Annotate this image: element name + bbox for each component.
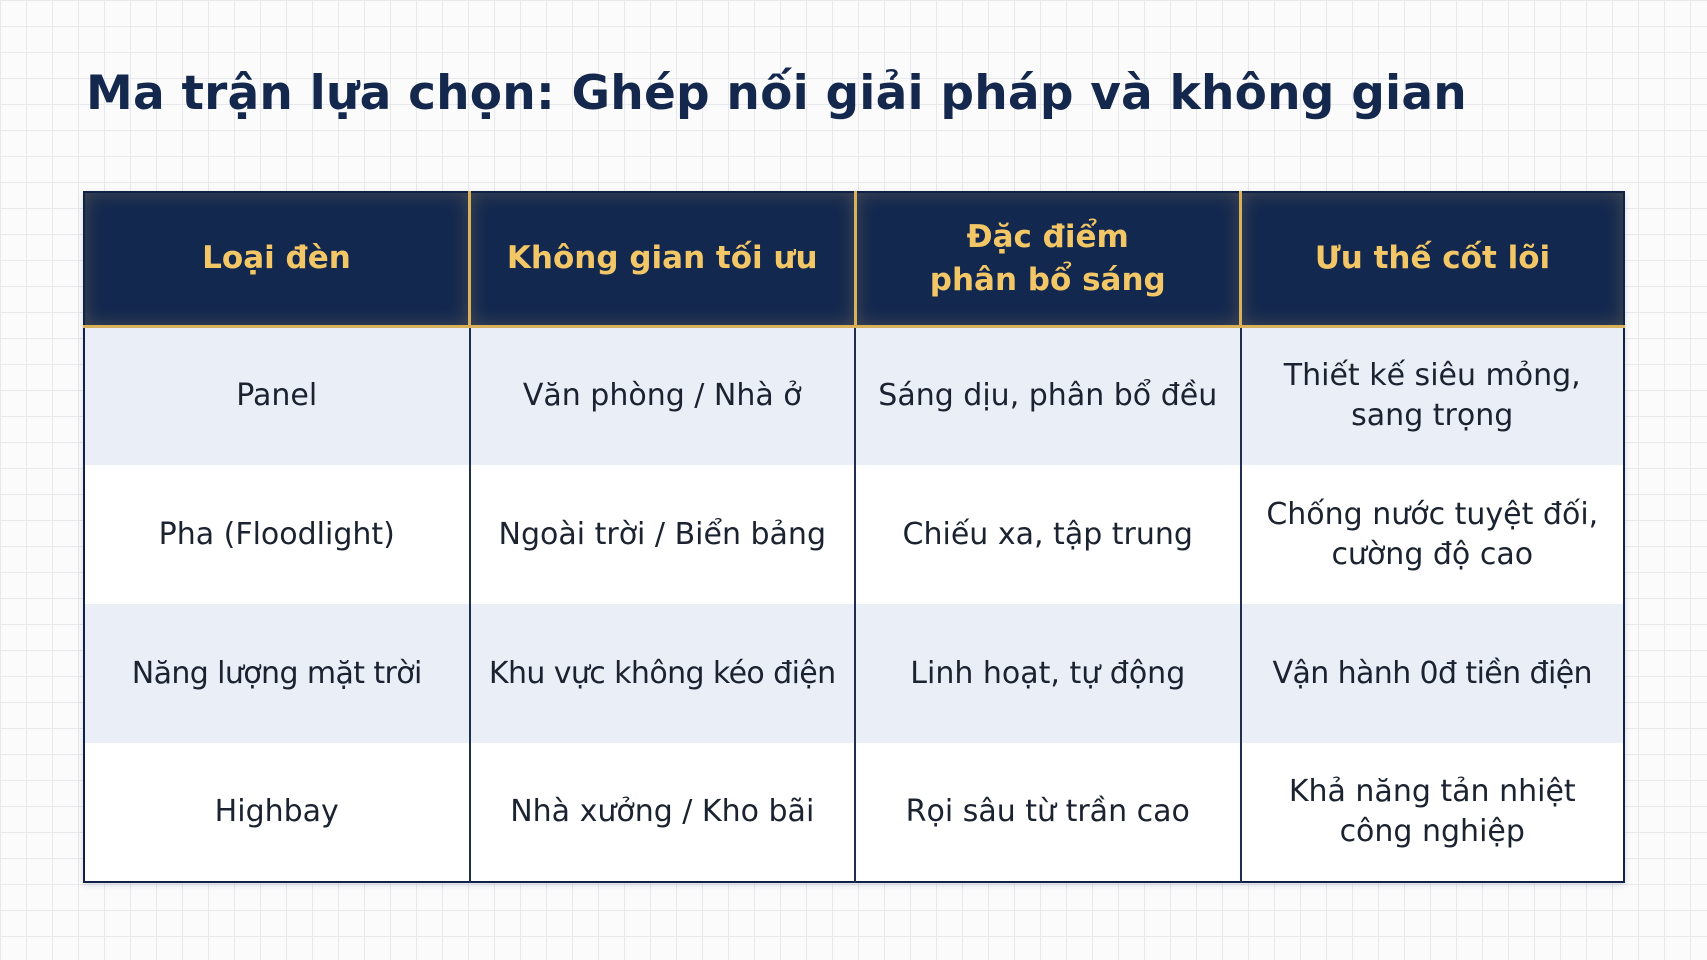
- table-cell: [470, 604, 856, 743]
- table-cell: [470, 465, 856, 604]
- table-cell: [470, 743, 856, 882]
- table-cell: [855, 743, 1241, 882]
- table-cell: [84, 465, 470, 604]
- cell-text: Chiếu xa, tập trung: [902, 516, 1193, 552]
- header-core-advantage: [1241, 192, 1625, 326]
- cell-text: Thiết kế siêu mỏng, sang trọng: [1283, 358, 1581, 434]
- table-cell: [84, 604, 470, 743]
- header-light-distribution-label: Đặc điểm phân bổ sáng: [929, 218, 1166, 298]
- table-row: [84, 743, 1624, 882]
- table-cell: [1241, 326, 1625, 465]
- cell-text: Ngoài trời / Biển bảng: [498, 516, 826, 552]
- table-header-row: [84, 192, 1624, 326]
- header-core-advantage-label: Ưu thế cốt lõi: [1314, 240, 1551, 277]
- header-light-distribution: [855, 192, 1241, 326]
- table-cell: [855, 604, 1241, 743]
- cell-text: Khả năng tản nhiệt công nghiệp: [1288, 774, 1576, 849]
- cell-text: Sáng dịu, phân bổ đều: [878, 378, 1218, 414]
- table-cell: [84, 326, 470, 465]
- header-light-type-label: Loại đèn: [202, 240, 351, 277]
- cell-text: Panel: [236, 378, 318, 414]
- selection-matrix-table: [83, 191, 1625, 883]
- cell-text: Chống nước tuyệt đối, cường độ cao: [1266, 496, 1599, 572]
- table-row: [84, 604, 1624, 743]
- table-cell: [855, 326, 1241, 465]
- table-cell: [1241, 465, 1625, 604]
- table-cell: [1241, 604, 1625, 743]
- table-cell: [855, 465, 1241, 604]
- cell-text: Năng lượng mặt trời: [131, 655, 422, 691]
- table-row: [84, 465, 1624, 604]
- table-row: [84, 326, 1624, 465]
- cell-text: Highbay: [214, 794, 339, 829]
- cell-text: Khu vực không kéo điện: [488, 655, 836, 691]
- header-light-type: [84, 192, 470, 326]
- cell-text: Văn phòng / Nhà ở: [522, 378, 802, 414]
- cell-text: Nhà xưởng / Kho bãi: [510, 794, 815, 829]
- table-cell: [1241, 743, 1625, 882]
- header-optimal-space: [470, 192, 856, 326]
- table-cell: [84, 743, 470, 882]
- cell-text: Pha (Floodlight): [158, 516, 395, 552]
- cell-text: Rọi sâu từ trần cao: [905, 794, 1190, 829]
- page-title: Ma trận lựa chọn: Ghép nối giải pháp và không gian: [86, 66, 1467, 121]
- cell-text: Linh hoạt, tự động: [910, 655, 1186, 691]
- header-optimal-space-label: Không gian tối ưu: [506, 240, 818, 277]
- cell-text: Vận hành 0đ tiền điện: [1272, 655, 1592, 691]
- table-cell: [470, 326, 856, 465]
